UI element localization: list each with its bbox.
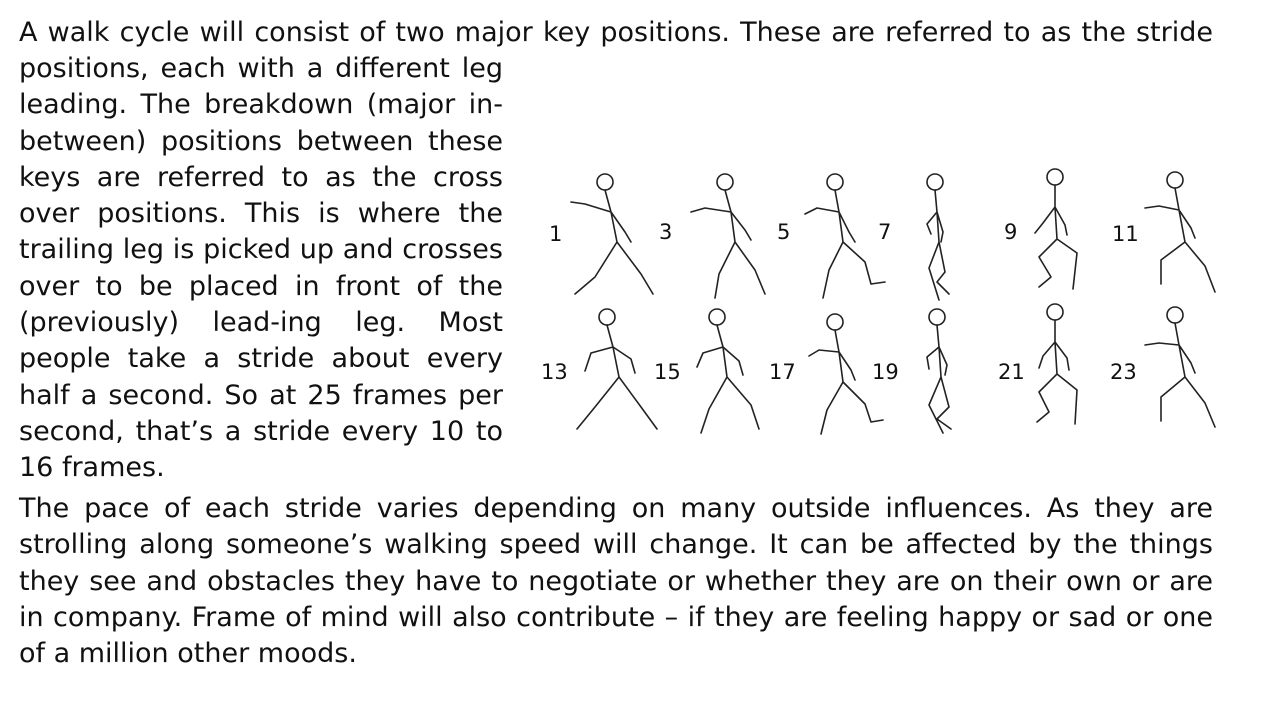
walker-frame-13	[577, 309, 657, 429]
frame-label: 5	[777, 220, 791, 244]
frame-label: 21	[998, 360, 1025, 384]
walker-frame-11	[1145, 172, 1215, 292]
frame-label: 19	[872, 360, 899, 384]
frame-label: 9	[1004, 220, 1018, 244]
walker-frame-9	[1035, 169, 1077, 289]
walker-frame-5	[805, 174, 885, 298]
paragraph-2: The pace of each stride varies depending on many outside influences. As they are strolling along someone’s walking speed will change. It can be affected by the things they see and obstacles they have to negotiate or whether they are on their own or are in company. Frame of mind will also contribute – if they are feeling happy or sad or one of a million other moods.	[19, 493, 1213, 670]
frame-label: 1	[549, 222, 563, 246]
walker-frame-19	[927, 309, 951, 433]
frame-label: 23	[1110, 360, 1137, 384]
paragraph-1-first-line: A walk cycle will consist of two major key positions. These are referred to as the stride	[19, 17, 1213, 48]
walk-cycle-figure-icon	[535, 162, 1225, 442]
frame-label: 7	[878, 220, 892, 244]
walk-cycle-figure	[535, 162, 1225, 442]
walker-frame-21	[1037, 304, 1077, 424]
walker-frame-23	[1145, 307, 1215, 427]
frame-label: 15	[654, 360, 681, 384]
frame-label: 17	[769, 360, 796, 384]
paragraph-1-wrapped-text: positions, each with a different leg leading. The breakdown (major in-between) positions between these keys are referred to as the cross over positions. This is where the trailing leg is picked up and crosses over to be placed in front of the (previously) lead-ing leg. Most people take a stride about every half a second. So at 25 frames per second, that’s a stride every 10 to 16 frames.	[19, 53, 503, 484]
frame-label: 13	[541, 360, 568, 384]
walker-frame-3	[691, 174, 765, 298]
frame-label: 3	[659, 220, 673, 244]
walker-frame-15	[697, 309, 759, 433]
frame-label: 11	[1112, 222, 1139, 246]
walker-frame-7	[927, 174, 949, 300]
walker-frame-1	[571, 174, 653, 294]
